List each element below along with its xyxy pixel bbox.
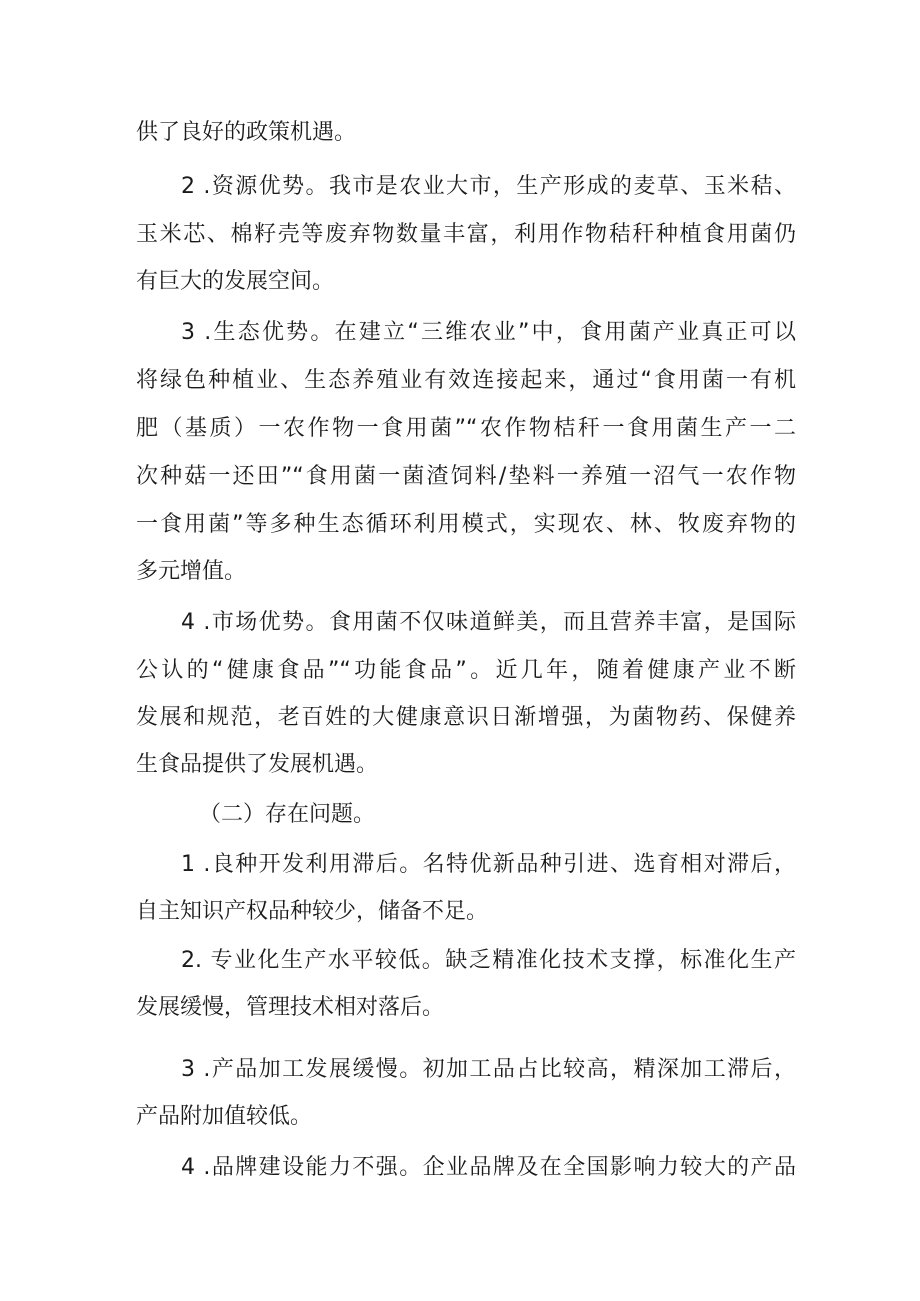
paragraph-line: 玉米芯、棉籽壳等废弃物数量丰富，利用作物秸秆种植食用菌仍 — [136, 222, 796, 247]
paragraph-line: 生食品提供了发展机遇。 — [136, 752, 379, 777]
paragraph-line: 4 .市场优势。食用菌不仅味道鲜美，而且营养丰富，是国际 — [181, 610, 796, 635]
paragraph-line: 1 .良种开发利用滞后。名特优新品种引进、选育相对滞后， — [181, 852, 796, 877]
paragraph-line: 2 .资源优势。我市是农业大市，生产形成的麦草、玉米秸、 — [181, 174, 796, 199]
paragraph-line: 公认的“健康食品”“功能食品”。近几年，随着健康产业不断 — [136, 658, 796, 683]
paragraph-line: 产品附加值较低。 — [136, 1104, 313, 1129]
paragraph-line: 3 .产品加工发展缓慢。初加工品占比较高，精深加工滞后， — [181, 1057, 796, 1082]
paragraph-line: 2. 专业化生产水平较低。缺乏精准化技术支撑，标准化生产 — [181, 948, 796, 973]
paragraph-line: 将绿色种植业、生态养殖业有效连接起来，通过“食用菌一有机 — [136, 368, 796, 393]
paragraph-line: 4 .品牌建设能力不强。企业品牌及在全国影响力较大的产品 — [181, 1155, 796, 1180]
section-heading: （二）存在问题。 — [199, 802, 376, 827]
paragraph-line: 多元增值。 — [136, 559, 247, 584]
paragraph-line: 3 .生态优势。在建立“三维农业”中，食用菌产业真正可以 — [181, 320, 796, 345]
paragraph-line: 发展缓慢，管理技术相对落后。 — [136, 995, 445, 1020]
paragraph-line: 发展和规范，老百姓的大健康意识日渐增强，为菌物药、保健养 — [136, 705, 796, 730]
paragraph-line: 自主知识产权品种较少，储备不足。 — [136, 899, 489, 924]
paragraph-line: 供了良好的政策机遇。 — [136, 120, 357, 145]
paragraph-line: 一食用菌”等多种生态循环利用模式，实现农、林、牧废弃物的 — [136, 512, 796, 537]
paragraph-line: 肥（基质）一农作物一食用菌”“农作物桔秆一食用菌生产一二 — [136, 416, 796, 441]
paragraph-line: 次种菇一还田”“食用菌一菌渣饲料/垫料一养殖一沼气一农作物 — [136, 464, 796, 489]
paragraph-line: 有巨大的发展空间。 — [136, 269, 335, 294]
